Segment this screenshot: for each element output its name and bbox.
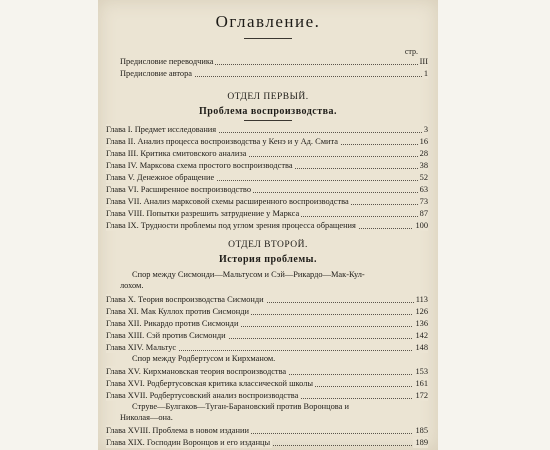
entry-title: Глава V. Денежное обращение xyxy=(106,173,215,182)
entry-title: Глава XVII. Родбертусовский анализ воспроизводства xyxy=(106,391,299,400)
entry-page: 189 xyxy=(415,438,428,447)
toc-entry xyxy=(98,208,438,219)
section-heading-line: Спор между Родбертусом и Кирхманом. xyxy=(132,354,276,363)
entry-title: Глава XIX. Господин Воронцов и его изданцы xyxy=(106,438,271,447)
entry-title: Глава XVIII. Проблема в новом издании xyxy=(106,426,249,435)
entry-title: Глава III. Критика смитовского анализа xyxy=(106,149,247,158)
entry-title: Глава VIII. Попытки разрешить затруднение у Маркса xyxy=(106,209,300,218)
entry-page: 73 xyxy=(419,197,428,206)
section-heading-line: Николая—она. xyxy=(120,412,173,422)
entry-page: 136 xyxy=(415,319,428,328)
entry-page: 185 xyxy=(415,426,428,435)
toc-entry xyxy=(98,437,438,448)
book-page xyxy=(98,0,438,450)
entry-page: 52 xyxy=(419,173,428,182)
toc-entry xyxy=(98,160,438,171)
section-heading xyxy=(120,402,416,423)
toc-entry xyxy=(98,342,438,353)
entry-page: 16 xyxy=(419,137,428,146)
toc-entry xyxy=(98,366,438,377)
entry-page: 63 xyxy=(419,185,428,194)
entry-page: 1 xyxy=(423,69,428,78)
entry-page: III xyxy=(419,57,428,66)
entry-title: Глава XVI. Родбертусовская критика классической школы xyxy=(106,379,314,388)
entry-page: 126 xyxy=(415,307,428,316)
part-label: ОТДЕЛ ПЕРВЫЙ. xyxy=(227,92,309,102)
entry-title: Глава IV. Марксова схема простого воспроизводства xyxy=(106,161,293,170)
entry-title: Глава VII. Анализ марксовой схемы расширенного воспроизводства xyxy=(106,197,349,206)
toc-entry xyxy=(98,390,438,401)
toc-entry xyxy=(98,148,438,159)
entry-title: Глава II. Анализ процесса воспроизводства у Кенэ и у Ад. Смита xyxy=(106,137,338,146)
entry-page: 28 xyxy=(419,149,428,158)
toc-entry xyxy=(98,294,438,305)
entry-page: 100 xyxy=(415,221,428,230)
entry-page: 38 xyxy=(419,161,428,170)
toc-entry xyxy=(98,220,438,231)
entry-title: Глава X. Теория воспроизводства Сисмонди xyxy=(106,295,264,304)
toc-entry xyxy=(98,306,438,317)
toc-entry xyxy=(98,425,438,436)
entry-page: 172 xyxy=(415,391,428,400)
entry-page: 153 xyxy=(415,367,428,376)
part-heading: История проблемы. xyxy=(219,254,317,265)
toc-entry xyxy=(98,378,438,389)
section-heading-line: Струве—Булгаков—Туган-Барановский против Воронцова и xyxy=(132,402,349,411)
entry-title: Глава XIII. Сэй против Сисмонди xyxy=(106,331,226,340)
entry-title: Глава I. Предмет исследования xyxy=(106,125,217,134)
entry-title: Глава VI. Расширенное воспроизводство xyxy=(106,185,252,194)
entry-title: Глава XII. Рикардо против Сисмонди xyxy=(106,319,239,328)
toc-entry xyxy=(98,184,438,195)
entry-title: Предисловие переводчика xyxy=(120,57,214,66)
entry-page: 3 xyxy=(423,125,428,134)
entry-page: 113 xyxy=(415,295,428,304)
entry-title: Глава IX. Трудности проблемы под углом зрения процесса обращения xyxy=(106,221,356,230)
toc-entry xyxy=(98,172,438,183)
section-heading xyxy=(120,354,416,365)
entry-page: 142 xyxy=(415,331,428,340)
page-column-header: стр. xyxy=(404,47,418,56)
entry-title: Предисловие автора xyxy=(120,69,193,78)
entry-title: Глава XV. Кирхмановская теория воспроизводства xyxy=(106,367,287,376)
part-label: ОТДЕЛ ВТОРОЙ. xyxy=(228,240,308,250)
section-heading-line: лохом. xyxy=(120,280,144,290)
toc-entry xyxy=(98,124,438,135)
entry-page: 148 xyxy=(415,343,428,352)
entry-title: Глава XIV. Мальтус xyxy=(106,343,177,352)
toc-entry xyxy=(98,136,438,147)
toc-entry xyxy=(98,330,438,341)
entry-page: 87 xyxy=(419,209,428,218)
section-heading xyxy=(120,270,416,291)
toc-entry xyxy=(98,68,438,79)
entry-title: Глава XI. Мак Куллох против Сисмонди xyxy=(106,307,249,316)
toc-entry xyxy=(98,56,438,67)
toc-entry xyxy=(98,196,438,207)
entry-page: 161 xyxy=(415,379,428,388)
toc-entry xyxy=(98,318,438,329)
section-heading-line: Спор между Сисмонди—Мальтусом и Сэй—Рикардо—Мак-Кул- xyxy=(132,270,365,279)
part-heading: Проблема воспроизводства. xyxy=(198,106,338,117)
page-title: Оглавление. xyxy=(215,12,321,31)
